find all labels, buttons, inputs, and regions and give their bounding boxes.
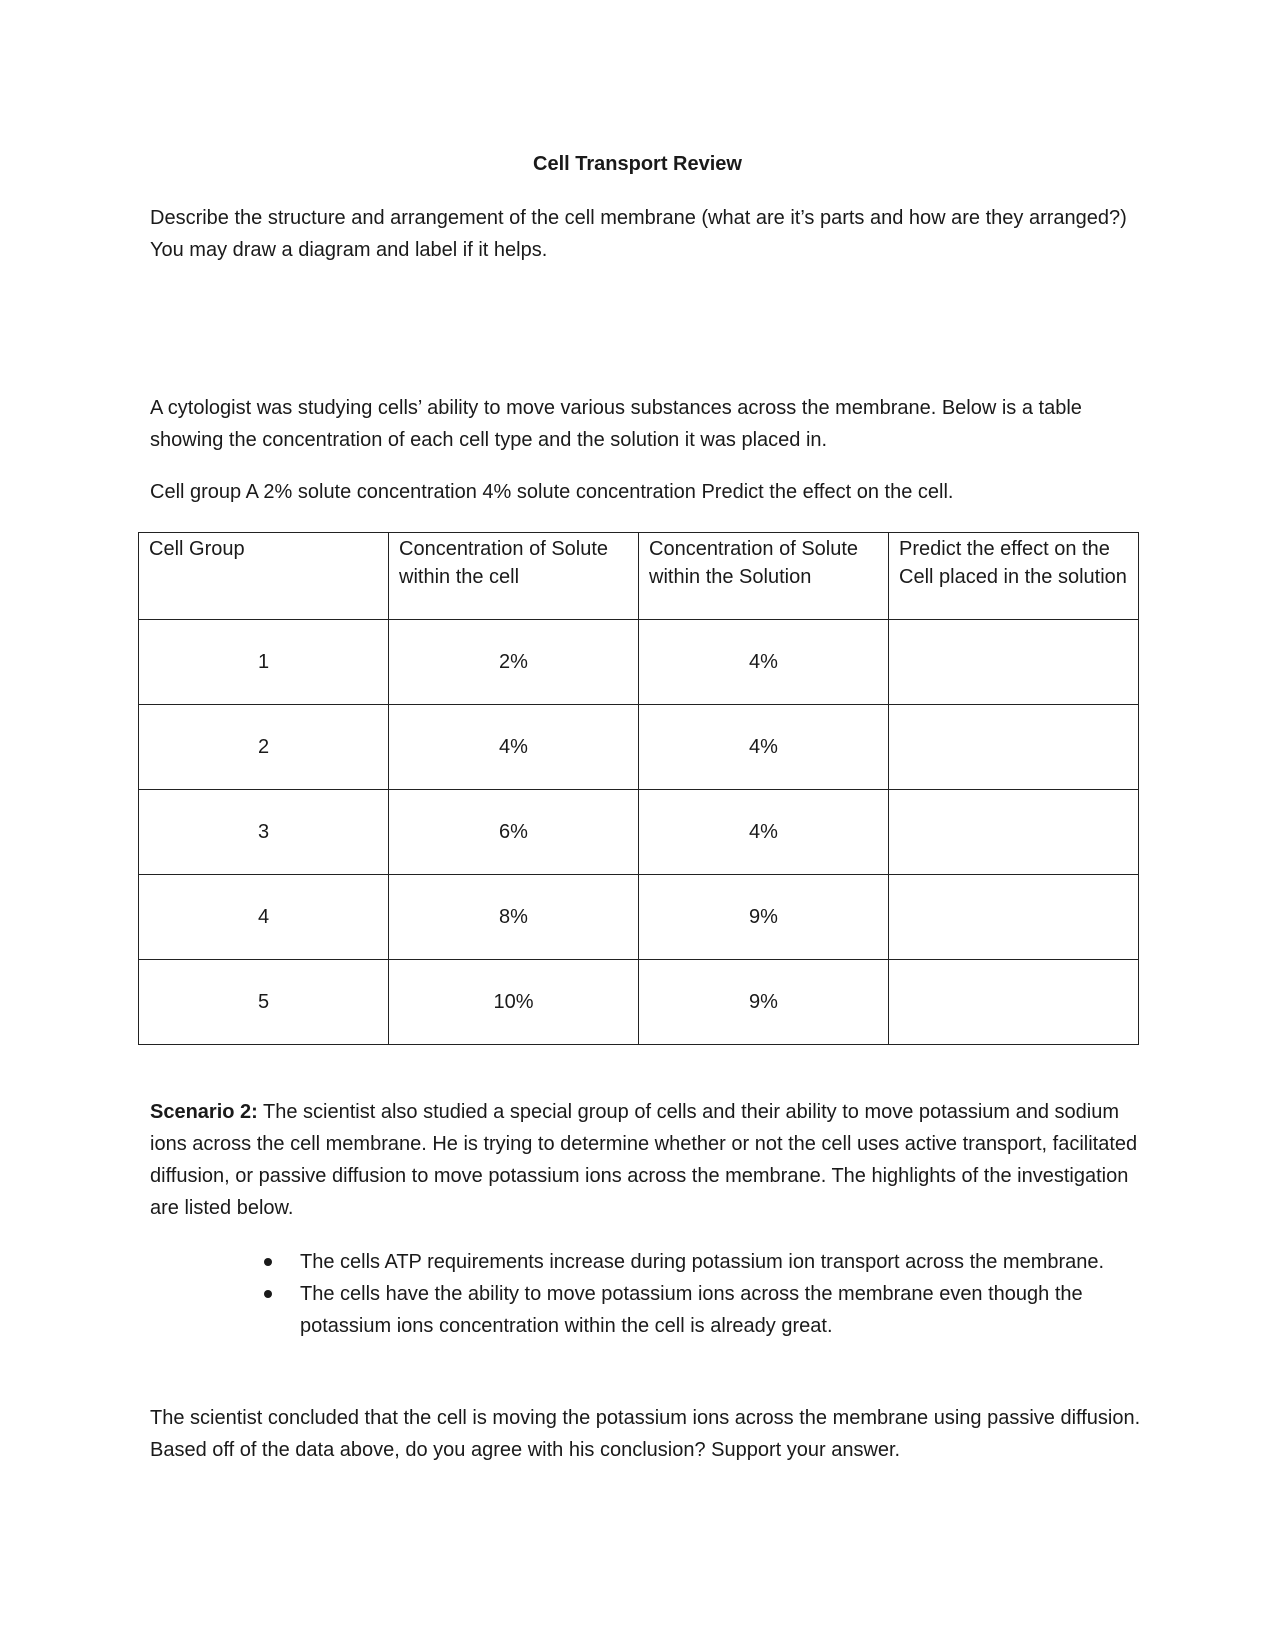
solution-concentration-value: 4% <box>639 705 889 790</box>
solution-concentration-value: 4% <box>639 620 889 705</box>
bullet-text: The cells ATP requirements increase during potassium ion transport across the membrane. <box>300 1251 1105 1273</box>
list-item <box>262 1278 1142 1342</box>
concentration-table <box>138 532 1139 1045</box>
prediction-answer-cell[interactable] <box>889 875 1139 960</box>
solution-concentration-value: 9% <box>639 875 889 960</box>
investigation-highlights <box>262 1246 1142 1342</box>
prediction-answer-cell[interactable] <box>889 960 1139 1045</box>
cell-concentration-value: 10% <box>389 960 639 1045</box>
cell-concentration-value: 4% <box>389 705 639 790</box>
cell-group-value: 5 <box>139 960 389 1045</box>
header-cell-concentration: Concentration of Solute within the cell <box>389 533 639 620</box>
membrane-question: Describe the structure and arrangement of the cell membrane (what are it’s parts and how are they arranged?) You may draw a diagram and label if it helps. <box>150 207 1127 261</box>
table-row <box>139 705 1139 790</box>
prediction-answer-cell[interactable] <box>889 705 1139 790</box>
cell-concentration-value: 6% <box>389 790 639 875</box>
prediction-answer-cell[interactable] <box>889 790 1139 875</box>
cell-concentration-value: 2% <box>389 620 639 705</box>
table-row <box>139 620 1139 705</box>
cell-group-value: 2 <box>139 705 389 790</box>
cytologist-intro: A cytologist was studying cells’ ability to move various substances across the membrane. Below is a table showing the concentration of each cell type and the solution it was placed in. <box>150 397 1082 451</box>
example-line: Cell group A 2% solute concentration 4% solute concentration Predict the effect on the cell. <box>150 481 954 503</box>
cell-concentration-value: 8% <box>389 875 639 960</box>
list-item <box>262 1246 1142 1278</box>
cell-group-value: 4 <box>139 875 389 960</box>
scenario-2-label: Scenario 2: <box>150 1101 258 1123</box>
solution-concentration-value: 9% <box>639 960 889 1045</box>
table-row <box>139 875 1139 960</box>
bullet-icon <box>264 1258 272 1266</box>
cell-group-value: 1 <box>139 620 389 705</box>
bullet-icon <box>264 1290 272 1298</box>
table-row <box>139 790 1139 875</box>
scenario-2-paragraph <box>150 1096 1150 1224</box>
scenario-2-text: The scientist also studied a special group of cells and their ability to move potassium and sodium ions across the cell membrane. He is trying to determine whether or not the cell uses active transport, facilitated diffusion, or passive diffusion to move potassium ions across the membrane. The highlights of the investigation are listed below. <box>150 1101 1138 1219</box>
table-row <box>139 960 1139 1045</box>
conclusion-question: The scientist concluded that the cell is moving the potassium ions across the membrane using passive diffusion. Based off of the data above, do you agree with his conclusion? Support your answer. <box>150 1407 1141 1461</box>
prediction-answer-cell[interactable] <box>889 620 1139 705</box>
cell-group-value: 3 <box>139 790 389 875</box>
header-cell-group: Cell Group <box>139 533 389 620</box>
table-header-row <box>139 533 1139 620</box>
page-title: Cell Transport Review <box>533 153 742 175</box>
header-solution-concentration: Concentration of Solute within the Solution <box>639 533 889 620</box>
bullet-text: The cells have the ability to move potassium ions across the membrane even though the potassium ions concentration within the cell is already great. <box>300 1283 1083 1337</box>
header-prediction: Predict the effect on the Cell placed in the solution <box>889 533 1139 620</box>
solution-concentration-value: 4% <box>639 790 889 875</box>
